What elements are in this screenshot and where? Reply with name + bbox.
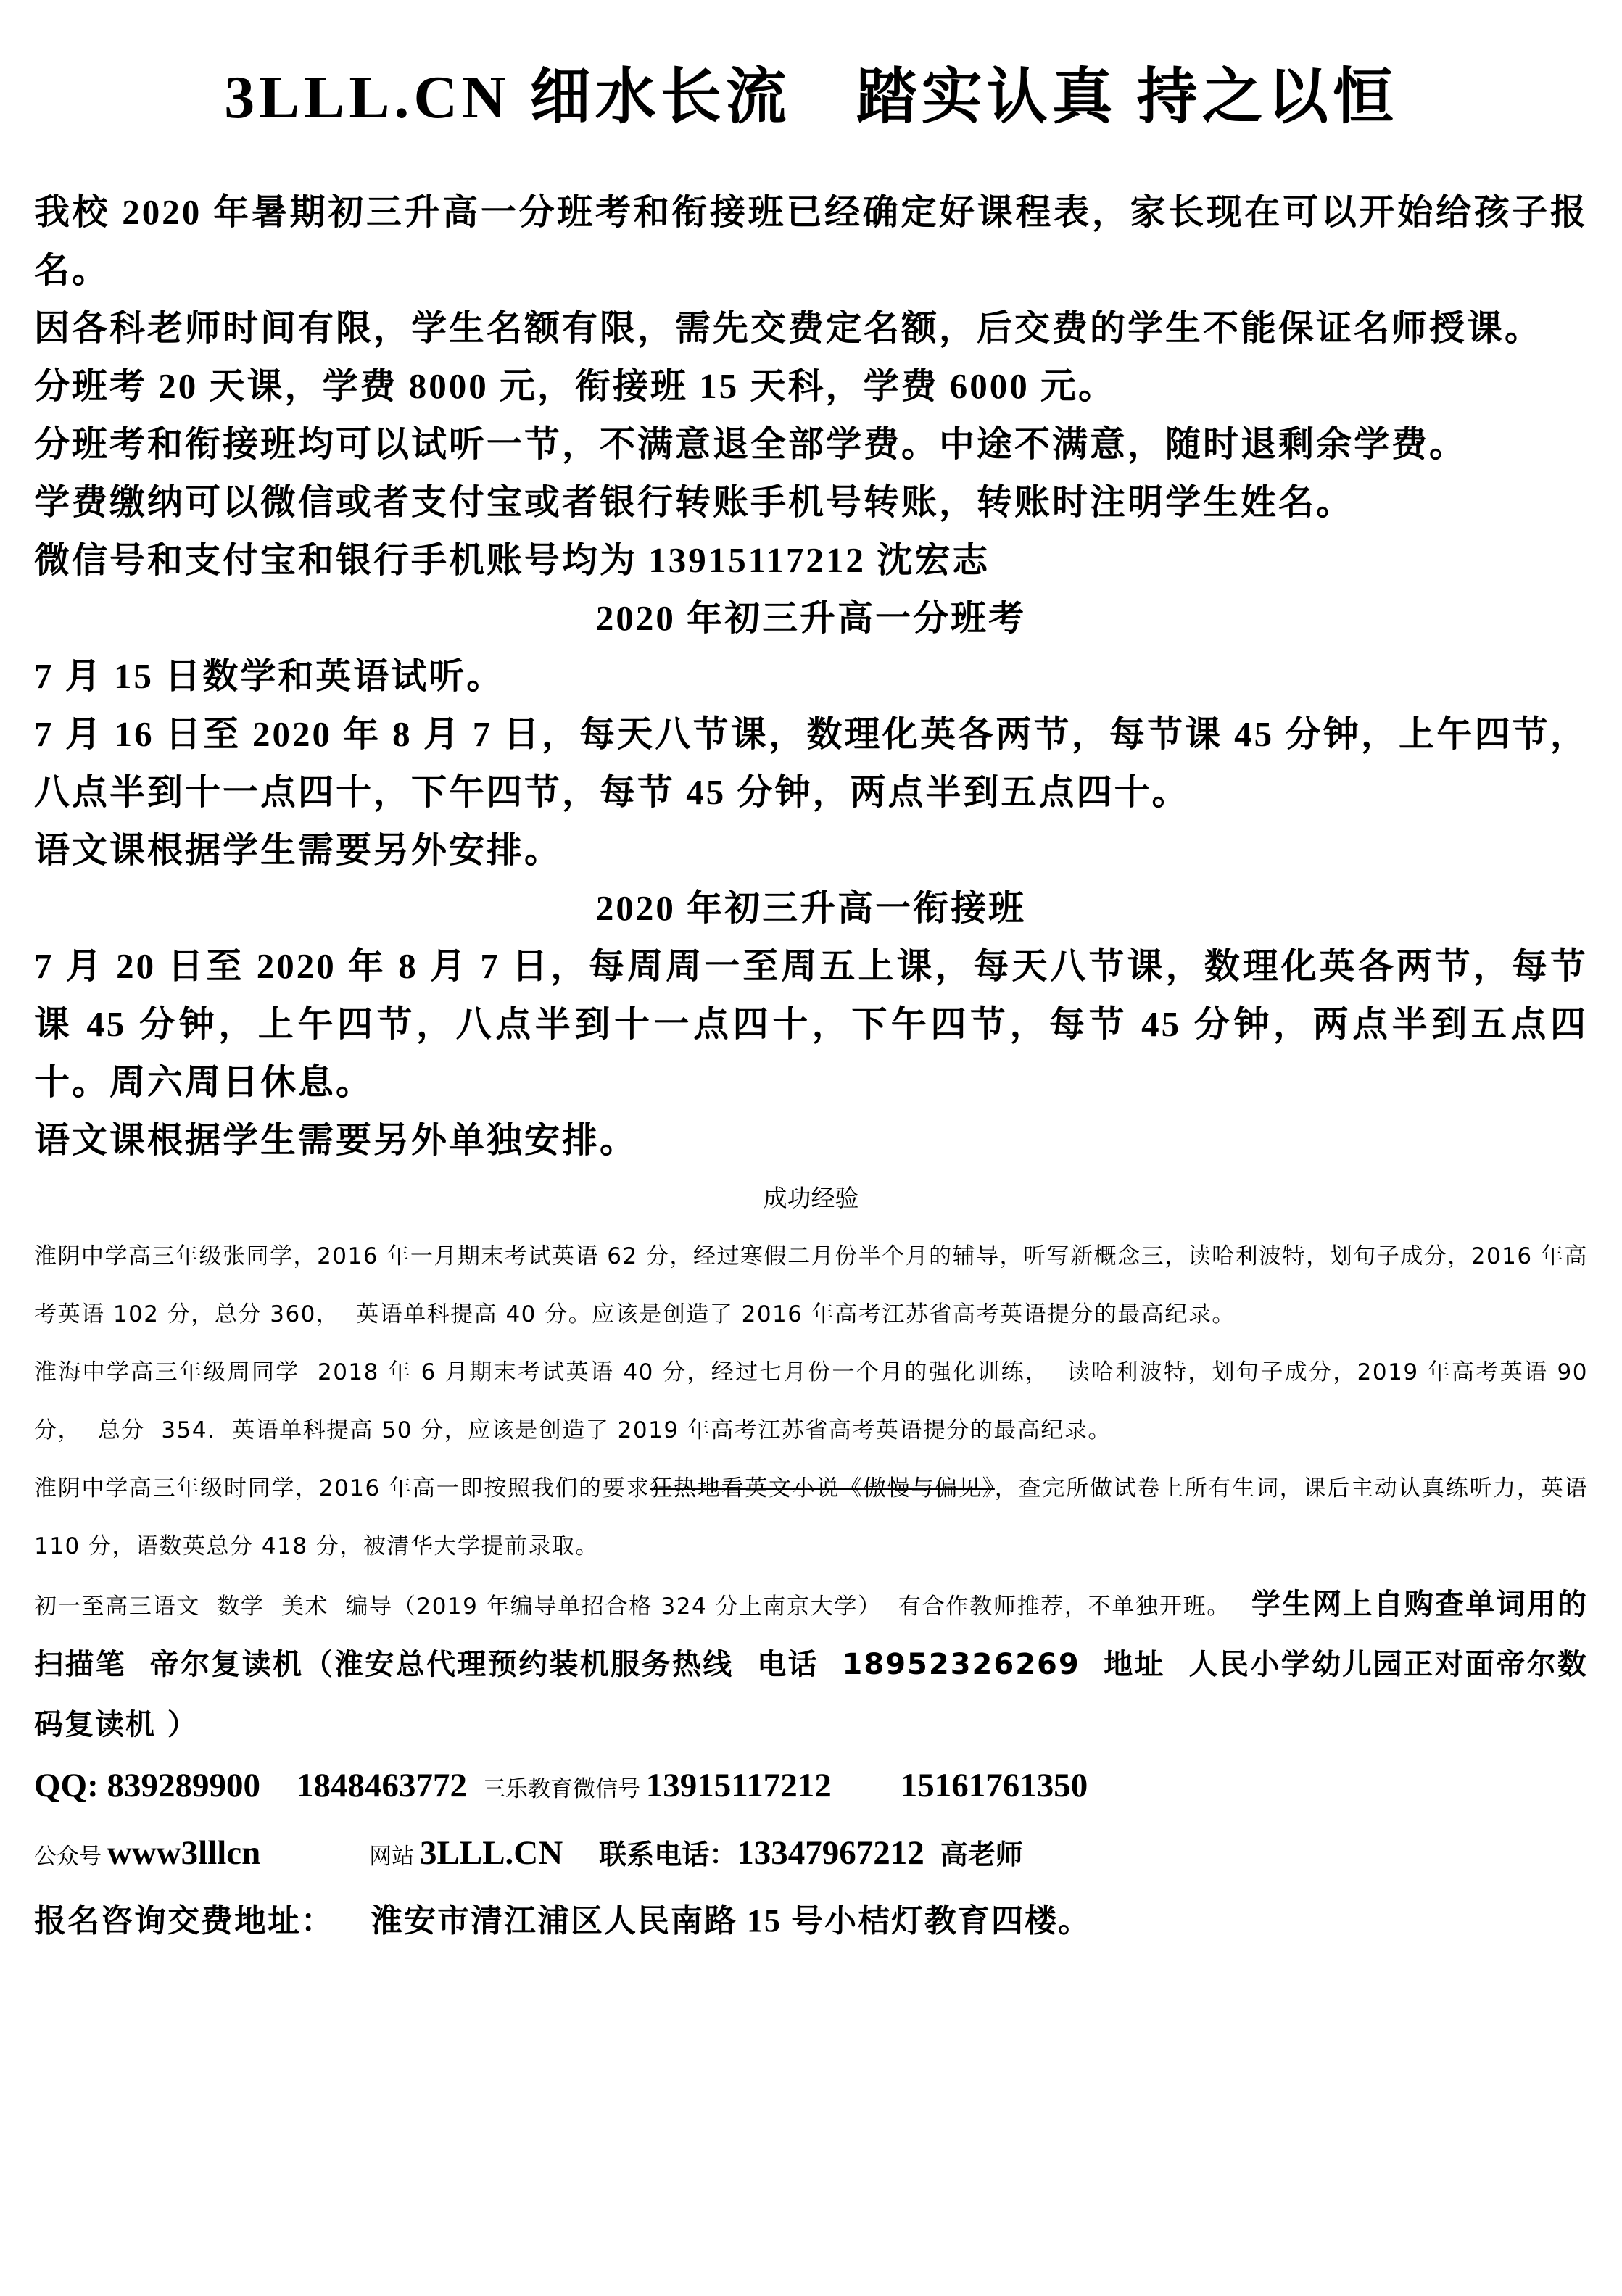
qq-label: QQ: bbox=[34, 1767, 107, 1804]
qq-contact-line bbox=[34, 1756, 1588, 1823]
contact-phone-number: 13347967212 bbox=[737, 1834, 924, 1872]
payment-phone-number: 13915117212 bbox=[648, 540, 866, 580]
wechat-number-2: 15161761350 bbox=[900, 1767, 1088, 1804]
payment-account-paragraph bbox=[34, 531, 1588, 589]
bridge-class-chinese-note: 语文课根据学生需要另外单独安排。 bbox=[34, 1120, 638, 1160]
courses-highlight-text: 学生网上自购查单词用的扫描笔 帝尔复读机（淮安总代理预约装机服务热线 电话 18952326269 地址 人民小学幼儿园正对面帝尔数码复读机 ） bbox=[34, 1588, 1588, 1741]
bridge-class-heading: 2020 年初三升高一衔接班 bbox=[595, 888, 1027, 928]
website-url: 3LLL.CN bbox=[420, 1834, 563, 1872]
success-story-1: 淮阴中学高三年级张同学，2016 年一月期末考试英语 62 分，经过寒假二月份半个月的辅导，听写新概念三，读哈利波特，划句子成分，2016 年高考英语 102 分，总分 360， 英语单科提高 40 分。应该是创造了 2016 年高考江苏省高考英语提分的最高纪录。 bbox=[34, 1243, 1588, 1327]
official-account-line bbox=[34, 1823, 1588, 1891]
qq-number-1: 839289900 bbox=[107, 1767, 261, 1804]
courses-regular-text: 初一至高三语文 数学 美术 编导（2019 年编导单招合格 324 分上南京大学） 有合作教师推荐，不单独开班。 bbox=[34, 1593, 1251, 1620]
success-section-heading: 成功经验 bbox=[763, 1184, 859, 1212]
placement-exam-schedule-paragraph: 7 月 16 日至 2020 年 8 月 7 日，每天八节课，数理化英各两节，每节课 45 分钟，上午四节，八点半到十一点四十，下午四节，每节 45 分钟，两点半到五点四十。 bbox=[34, 714, 1588, 812]
tuition-paragraph: 分班考 20 天课，学费 8000 元，衔接班 15 天科，学费 6000 元。 bbox=[34, 366, 1117, 406]
courses-paragraph bbox=[34, 1575, 1588, 1756]
wechat-label: 三乐教育微信号 bbox=[483, 1776, 646, 1802]
qq-number-2: 1848463772 bbox=[297, 1767, 468, 1804]
bridge-class-schedule-paragraph: 7 月 20 日至 2020 年 8 月 7 日，每周周一至周五上课，每天八节课，数理化英各两节，每节课 45 分钟，上午四节，八点半到十一点四十，下午四节，每节 45 分钟，两点半到五点四十。周六周日休息。 bbox=[34, 946, 1588, 1102]
payment-account-name: 沈宏志 bbox=[866, 540, 990, 580]
success-story-3-suffix: ，查完所做试卷上所有生词，课后主动认真练听力，英语 110 分，语数英总分 418 分，被清华大学提前录取。 bbox=[34, 1475, 1597, 1559]
address-value: 淮安市清江浦区人民南路 15 号小桔灯教育四楼。 bbox=[371, 1903, 1091, 1939]
placement-exam-trial-paragraph: 7 月 15 日数学和英语试听。 bbox=[34, 656, 505, 696]
strikethrough-text: 狂热地看英文小说《傲慢与偏见》 bbox=[650, 1475, 995, 1501]
page-title: 3LLL.CN 细水长流 踏实认真 持之以恒 bbox=[224, 64, 1398, 131]
notice-paragraph-1: 我校 2020 年暑期初三升高一分班考和衔接班已经确定好课程表，家长现在可以开始给孩子报名。 bbox=[34, 192, 1588, 290]
website-label: 网站 bbox=[369, 1844, 420, 1869]
success-story-3-prefix: 淮阴中学高三年级时同学，2016 年高一即按照我们的要求 bbox=[34, 1475, 650, 1501]
payment-account-prefix: 微信号和支付宝和银行手机账号均为 bbox=[34, 540, 649, 580]
official-account-id: www3lllcn bbox=[107, 1834, 261, 1872]
contact-phone-label: 联系电话： bbox=[599, 1840, 737, 1870]
notice-paragraph-2: 因各科老师时间有限，学生名额有限，需先交费定名额，后交费的学生不能保证名师授课。 bbox=[34, 308, 1543, 348]
placement-exam-chinese-note: 语文课根据学生需要另外安排。 bbox=[34, 830, 563, 870]
placement-exam-heading: 2020 年初三升高一分班考 bbox=[595, 598, 1027, 638]
payment-method-paragraph: 学费缴纳可以微信或者支付宝或者银行转账手机号转账，转账时注明学生姓名。 bbox=[34, 482, 1354, 522]
address-label: 报名咨询交费地址： bbox=[34, 1903, 334, 1939]
refund-paragraph: 分班考和衔接班均可以试听一节，不满意退全部学费。中途不满意，随时退剩余学费。 bbox=[34, 424, 1468, 464]
success-story-3 bbox=[34, 1459, 1597, 1575]
official-account-label: 公众号 bbox=[34, 1844, 107, 1869]
address-line bbox=[34, 1891, 1588, 1958]
wechat-number-1: 13915117212 bbox=[645, 1767, 832, 1804]
contact-person: 高老师 bbox=[940, 1840, 1023, 1870]
success-story-2: 淮海中学高三年级周同学 2018 年 6 月期末考试英语 40 分，经过七月份一个月的强化训练， 读哈利波特，划句子成分，2019 年高考英语 90 分， 总分 354. 英语单科提高 50 分，应该是创造了 2019 年高考江苏省高考英语提分的最高纪录。 bbox=[34, 1359, 1597, 1443]
